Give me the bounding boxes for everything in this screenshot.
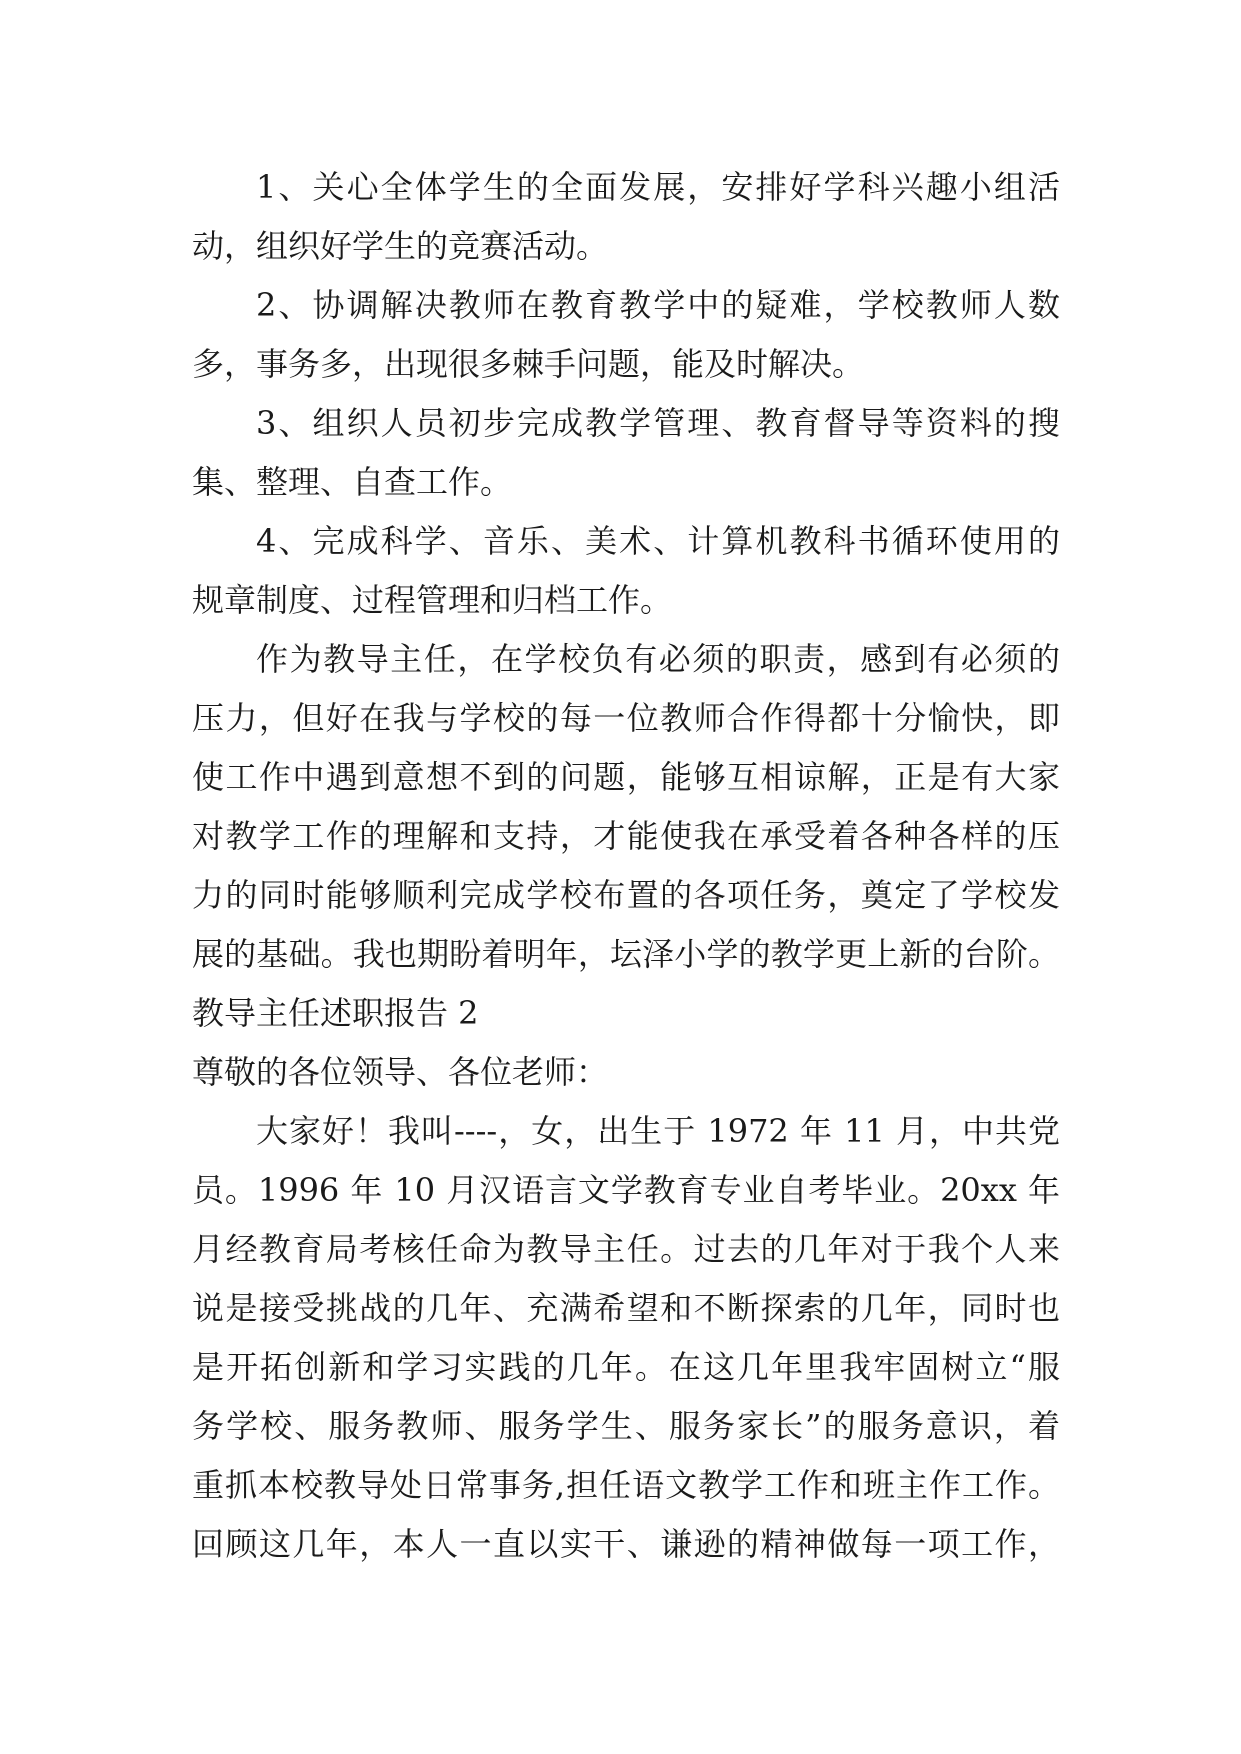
text-line: 规章制度、过程管理和归档工作。 xyxy=(192,581,673,619)
text-line: 2、协调解决教师在教育教学中的疑难，学校教师人数 xyxy=(256,286,1060,324)
text-line: 大家好！我叫----，女，出生于 1972 年 11 月，中共党 xyxy=(256,1112,1060,1150)
text-line: 集、整理、自查工作。 xyxy=(192,463,513,501)
text-line: 3、组织人员初步完成教学管理、教育督导等资料的搜 xyxy=(256,404,1060,442)
text-line: 使工作中遇到意想不到的问题，能够互相谅解，正是有大家 xyxy=(192,758,1060,796)
text-line: 动，组织好学生的竞赛活动。 xyxy=(192,227,609,265)
document-body xyxy=(192,158,1060,1574)
text-line: 多，事务多，出现很多棘手问题，能及时解决。 xyxy=(192,345,865,383)
salutation: 尊敬的各位领导、各位老师： xyxy=(192,1053,609,1091)
text-line: 重抓本校教导处日常事务,担任语文教学工作和班主作工作。 xyxy=(192,1466,1060,1504)
text-line: 月经教育局考核任命为教导主任。过去的几年对于我个人来 xyxy=(192,1230,1060,1268)
text-line: 作为教导主任，在学校负有必须的职责，感到有必须的 xyxy=(256,640,1060,678)
text-line: 对教学工作的理解和支持，才能使我在承受着各种各样的压 xyxy=(192,817,1060,855)
text-line: 4、完成科学、音乐、美术、计算机教科书循环使用的 xyxy=(256,522,1060,560)
text-line: 回顾这几年，本人一直以实干、谦逊的精神做每一项工作， xyxy=(192,1525,1060,1563)
text-line: 力的同时能够顺利完成学校布置的各项任务，奠定了学校发 xyxy=(192,876,1060,914)
text-line: 员。1996 年 10 月汉语言文学教育专业自考毕业。20xx 年 xyxy=(192,1171,1060,1209)
text-line: 说是接受挑战的几年、充满希望和不断探索的几年，同时也 xyxy=(192,1289,1060,1327)
text-line: 1、关心全体学生的全面发展，安排好学科兴趣小组活 xyxy=(256,168,1060,206)
section-heading: 教导主任述职报告 2 xyxy=(192,994,479,1032)
text-line: 压力，但好在我与学校的每一位教师合作得都十分愉快，即 xyxy=(192,699,1060,737)
text-line: 是开拓创新和学习实践的几年。在这几年里我牢固树立“服 xyxy=(192,1348,1060,1386)
text-line: 务学校、服务教师、服务学生、服务家长”的服务意识，着 xyxy=(192,1407,1060,1445)
text-line: 展的基础。我也期盼着明年，坛泽小学的教学更上新的台阶。 xyxy=(192,935,1060,973)
